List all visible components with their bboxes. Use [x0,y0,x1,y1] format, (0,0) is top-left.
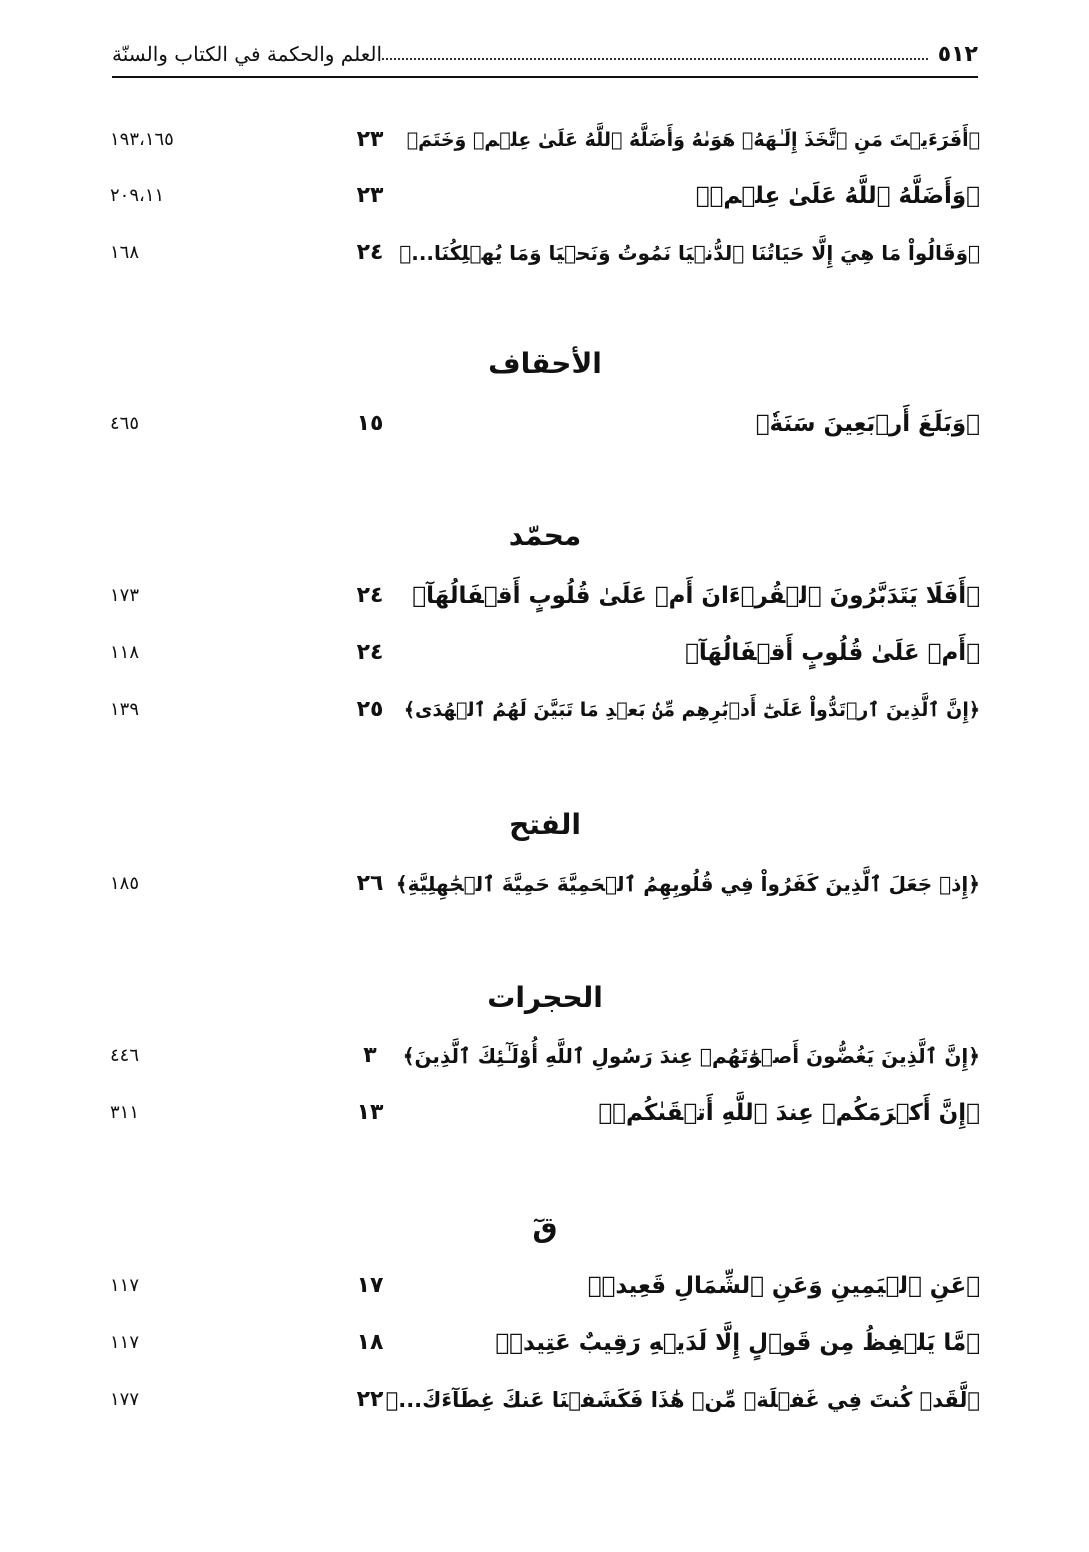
verse-text: ﴿أَفَلَا يَتَدَبَّرُونَ ٱلۡقُرۡءَانَ أَمۡ عَلَىٰ قُلُوبٍ أَقۡفَالُهَآ﴾ [412,583,980,609]
page-references: ١١٧ [110,1332,140,1353]
verse-text: ﴿وَبَلَغَ أَرۡبَعِينَ سَنَةٗ﴾ [755,411,980,437]
ayah-number: ٢٢ [356,1387,384,1412]
index-row [110,1036,980,1076]
page-references: ١١٧ [110,1275,140,1296]
index-row [110,1380,980,1420]
verse-text: ﴿إِنَّ ٱلَّذِينَ ٱرۡتَدُّواْ عَلَىٰٓ أَدۡبَٰرِهِم مِّنۢ بَعۡدِ مَا تَبَيَّنَ لَهُمُ ٱلۡهُدَى﴾ [403,699,980,721]
page-references: ٢٠٩،١١ [110,185,165,206]
ayah-number: ٢٣ [356,183,384,208]
verse-text: ﴿إِنَّ أَكۡرَمَكُمۡ عِندَ ٱللَّهِ أَتۡقَىٰكُمۡ﴾ [598,1100,980,1126]
page-references: ١٧٣ [110,585,140,606]
verse-text: ﴿أَفَرَءَيۡتَ مَنِ ٱتَّخَذَ إِلَـٰهَهُۥ هَوَىٰهُ وَأَضَلَّهُ ٱللَّهُ عَلَىٰ عِلۡمٖ وَخَتَمَ﴾ [406,129,980,151]
page-references: ١١٨ [110,642,140,663]
verse-text: ﴿أَمۡ عَلَىٰ قُلُوبٍ أَقۡفَالُهَآ﴾ [685,640,980,666]
index-row [110,633,980,673]
ayah-number: ٢٦ [356,871,384,896]
index-row [110,576,980,616]
ayah-number: ١٨ [356,1330,384,1355]
surah-heading: الفتح [509,808,581,841]
ayah-number: ٢٤ [356,240,384,265]
surah-heading: قٓ [532,1211,558,1244]
index-row [110,1266,980,1306]
page-references: ١٦٨ [110,242,140,263]
ayah-number: ٢٤ [356,640,384,665]
index-row [110,1323,980,1363]
verse-text: ﴿عَنِ ٱلۡيَمِينِ وَعَنِ ٱلشِّمَالِ قَعِيدٞ﴾ [587,1273,980,1299]
index-row [110,176,980,216]
surah-heading: الحجرات [487,981,603,1014]
ayah-number: ٢٥ [356,697,384,722]
verse-text: ﴿وَأَضَلَّهُ ٱللَّهُ عَلَىٰ عِلۡمٖ﴾ [695,183,980,209]
page-references: ١٨٥ [110,873,140,894]
surah-heading: محمّد [508,519,582,552]
page-references: ٤٤٦ [110,1045,140,1066]
ayah-number: ١٧ [356,1273,384,1298]
index-row [110,690,980,730]
verse-text: ﴿وَقَالُواْ مَا هِيَ إِلَّا حَيَاتُنَا ٱلدُّنۡيَا نَمُوتُ وَنَحۡيَا وَمَا يُهۡلِكُنَا...﴾ [399,241,980,265]
index-row [110,404,980,444]
ayah-number: ٢٤ [356,583,384,608]
ayah-number: ١٣ [356,1100,384,1125]
leader-dots [382,46,928,60]
index-row [110,120,980,160]
index-row [110,864,980,904]
index-row [110,233,980,273]
verse-text: ﴿إِنَّ ٱلَّذِينَ يَغُضُّونَ أَصۡوَٰتَهُمۡ عِندَ رَسُولِ ٱللَّهِ أُوْلَـٰٓئِكَ ٱلَّذِينَ﴾ [402,1044,980,1068]
ayah-number: ٢٣ [356,127,384,152]
verse-text: ﴿مَّا يَلۡفِظُ مِن قَوۡلٍ إِلَّا لَدَيۡهِ رَقِيبٌ عَتِيدٞ﴾ [495,1330,980,1356]
page-references: ١٧٧ [110,1389,140,1410]
header-rule [112,76,978,78]
verse-text: ﴿إِذۡ جَعَلَ ٱلَّذِينَ كَفَرُواْ فِي قُلُوبِهِمُ ٱلۡحَمِيَّةَ حَمِيَّةَ ٱلۡجَٰهِلِيَّةِ﴾ [395,872,980,896]
verse-text: ﴿لَّقَدۡ كُنتَ فِي غَفۡلَةٖ مِّنۡ هَٰذَا فَكَشَفۡنَا عَنكَ غِطَآءَكَ...﴾ [385,1388,980,1412]
page-references: ١٩٣،١٦٥ [110,129,174,150]
page-number: ٥١٢ [937,42,978,67]
ayah-number: ٣ [363,1043,377,1068]
page-references: ١٣٩ [110,699,140,720]
book-title: العلم والحكمة في الكتاب والسنّة [112,42,382,66]
index-row [110,1093,980,1133]
surah-heading: الأحقاف [488,347,602,380]
running-header [112,38,978,78]
page-references: ٤٦٥ [110,413,140,434]
page-references: ٣١١ [110,1102,140,1123]
ayah-number: ١٥ [356,411,384,436]
